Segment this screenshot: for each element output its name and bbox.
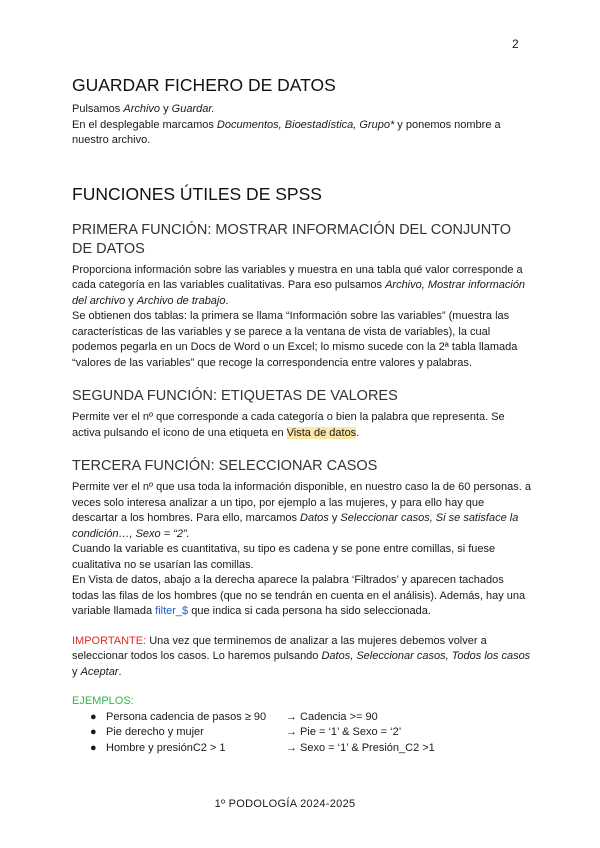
list-item: ● Pie derecho y mujer → Pie = ‘1’ & Sexo = ‘2’ bbox=[72, 725, 532, 741]
subsection-title-tercera: TERCERA FUNCIÓN: SELECCIONAR CASOS bbox=[72, 458, 378, 474]
examples-list bbox=[72, 710, 532, 757]
paragraph: Proporciona información sobre las variables y muestra en una tabla qué valor corresponde a cada categoría en las variables cualitativas. Para eso pulsamos Archivo, Mostrar información del archivo y Archivo de trabajo. bbox=[72, 263, 526, 307]
paragraph: Cuando la variable es cuantitativa, su tipo es cadena y se pone entre comillas, si fuese cualitativa no se usarían las comillas. bbox=[72, 543, 496, 571]
subsection-title-primera: PRIMERA FUNCIÓN: MOSTRAR INFORMACIÓN DEL CONJUNTO DE DATOS bbox=[72, 221, 512, 257]
page-number: 2 bbox=[512, 37, 519, 51]
examples-label: EJEMPLOS: bbox=[72, 695, 134, 707]
paragraph: Se obtienen dos tablas: la primera se llama “Información sobre las variables” (muestra las características de las variables y se parece a la ventana de vista de variables), la cual podemos pegarla en un Docs de Word o un Excel; lo mismo sucede con la 2ª tabla llamada “valores de las variables” que recoge la correspondencia entre valores y palabras. bbox=[72, 310, 518, 369]
important-note: IMPORTANTE: Una vez que terminemos de analizar a las mujeres debemos volver a seleccionar todos los casos. Lo haremos pulsando Datos, Seleccionar casos, Todos los casos y Aceptar. bbox=[72, 634, 531, 678]
paragraph: En Vista de datos, abajo a la derecha aparece la palabra ‘Filtrados’ y aparecen tachados todas las filas de los hombres (que no se tendrán en cuenta en el análisis). Además, hay una variable llamada filter_$ que indica si cada persona ha sido seleccionada. bbox=[72, 574, 526, 617]
list-item: ● Hombre y presiónC2 > 1 → Sexo = ‘1’ & Presión_C2 >1 bbox=[72, 741, 532, 757]
bullet-icon: ● bbox=[90, 710, 97, 723]
filter-variable-link: filter_$ bbox=[155, 605, 189, 617]
paragraph: Pulsamos Archivo y Guardar. bbox=[72, 103, 215, 115]
document-body bbox=[72, 72, 532, 756]
important-label: IMPORTANTE: bbox=[72, 634, 147, 647]
bullet-icon: ● bbox=[90, 726, 97, 738]
page-footer: 1º PODOLOGÍA 2024-2025 bbox=[214, 798, 356, 810]
paragraph: Permite ver el nº que usa toda la información disponible, en nuestro caso la de 60 personas. a veces solo interesa analizar a un tipo, por ejemplo a las mujeres, y para ello hay que descartar a los hombres. Para ello, marcamos Datos y Seleccionar casos, Si se satisface la condición…, Sexo = “2”. bbox=[72, 481, 531, 540]
list-item: ● Persona cadencia de pasos ≥ 90 → Cadencia >= 90 bbox=[72, 710, 532, 726]
paragraph: En el desplegable marcamos Documentos, Bioestadística, Grupo* y ponemos nombre a nuestro archivo. bbox=[72, 118, 501, 146]
highlight: Vista de datos bbox=[286, 426, 357, 439]
paragraph: Permite ver el nº que corresponde a cada categoría o bien la palabra que representa. Se activa pulsando el icono de una etiqueta en Vista de datos. bbox=[72, 411, 505, 439]
section-title-guardar: GUARDAR FICHERO DE DATOS bbox=[72, 75, 336, 95]
bullet-icon: ● bbox=[90, 741, 97, 754]
subsection-title-segunda: SEGUNDA FUNCIÓN: ETIQUETAS DE VALORES bbox=[72, 388, 398, 404]
section-title-funciones: FUNCIONES ÚTILES DE SPSS bbox=[72, 183, 322, 204]
